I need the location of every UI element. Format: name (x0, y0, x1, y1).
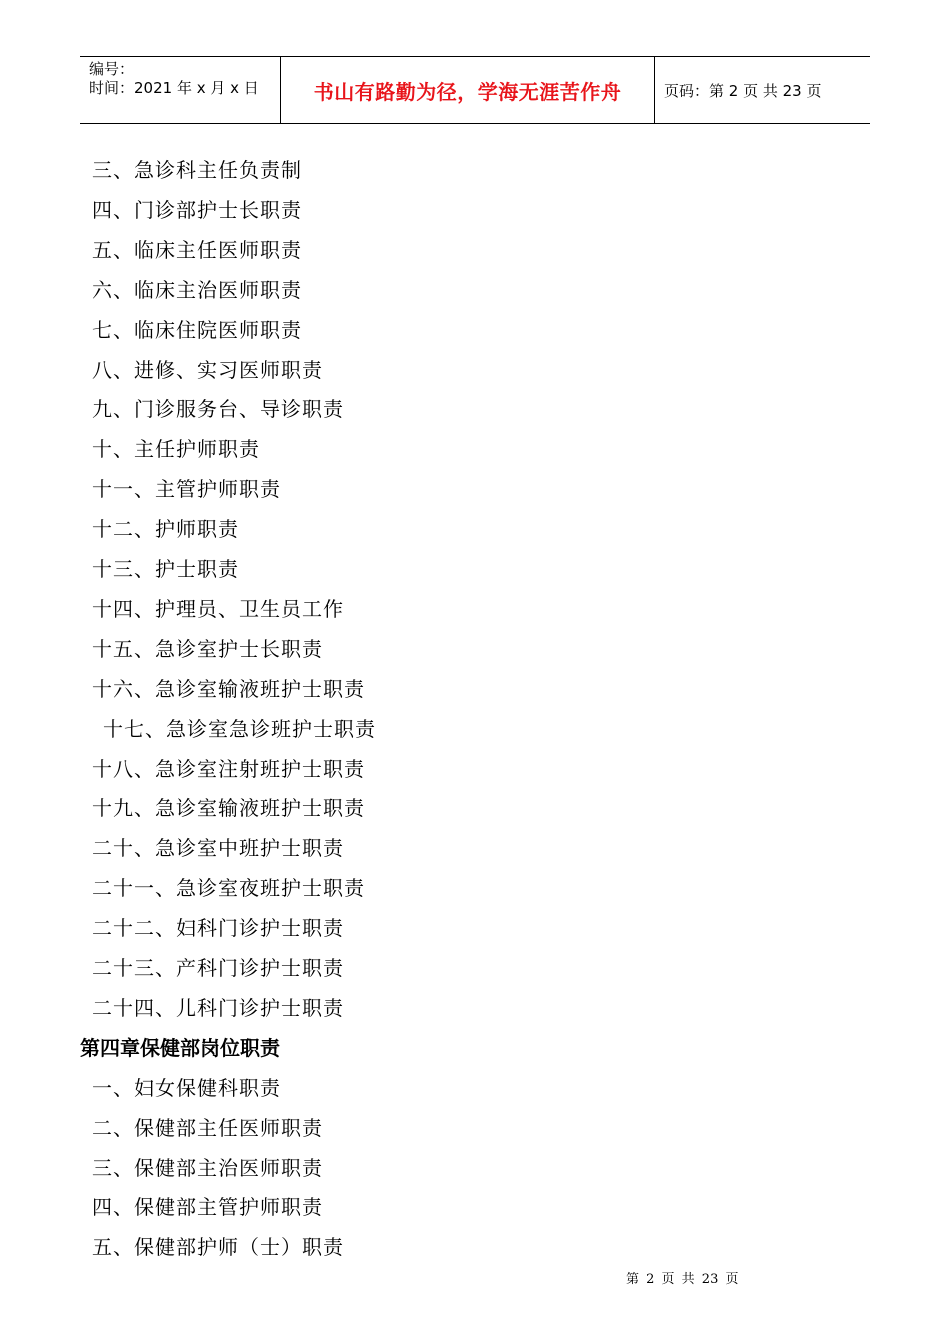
toc-item: 六、临床主治医师职责 (92, 277, 302, 302)
toc-item: 二十二、妇科门诊护士职责 (92, 916, 344, 941)
header-motto-cell (281, 57, 655, 123)
toc-item: 一、妇女保健科职责 (92, 1075, 281, 1100)
toc-item: 七、临床住院医师职责 (92, 317, 302, 342)
document-time-label: 时间：2021 年 x 月 x 日 (89, 79, 259, 97)
toc-item: 十九、急诊室输液班护士职责 (92, 796, 365, 821)
toc-item: 十四、护理员、卫生员工作 (92, 596, 344, 621)
document-number-label: 编号： (89, 60, 135, 78)
toc-item: 十八、急诊室注射班护士职责 (92, 756, 365, 781)
header-meta-cell (80, 57, 281, 123)
toc-item: 四、保健部主管护师职责 (92, 1195, 323, 1220)
toc-item: 十一、主管护师职责 (92, 477, 281, 502)
toc-item: 五、保健部护师（士）职责 (92, 1235, 344, 1260)
header-motto: 书山有路勤为径，学海无涯苦作舟 (313, 79, 622, 104)
toc-item: 十七、急诊室急诊班护士职责 (103, 716, 376, 741)
toc-item: 十、主任护师职责 (92, 437, 260, 462)
toc-item: 十三、护士职责 (92, 557, 239, 581)
toc-item: 八、进修、实习医师职责 (92, 357, 323, 382)
toc-item: 十六、急诊室输液班护士职责 (92, 676, 365, 701)
toc-item: 二十四、儿科门诊护士职责 (92, 995, 344, 1020)
toc-item: 十五、急诊室护士长职责 (92, 636, 323, 661)
toc-item: 二十三、产科门诊护士职责 (92, 956, 344, 980)
toc-item: 二十、急诊室中班护士职责 (92, 836, 344, 861)
toc-item: 十二、护师职责 (92, 517, 239, 542)
toc-item: 二十一、急诊室夜班护士职责 (92, 876, 365, 901)
toc-item: 二、保健部主任医师职责 (92, 1115, 323, 1140)
page-footer: 第 2 页 共 23 页 (626, 1272, 739, 1287)
toc-item: 三、保健部主治医师职责 (92, 1155, 323, 1180)
toc-item: 三、急诊科主任负责制 (92, 158, 302, 182)
toc-item: 五、临床主任医师职责 (92, 237, 302, 262)
toc-item: 四、门诊部护士长职责 (92, 197, 302, 222)
page-header (80, 56, 870, 124)
chapter-heading: 第四章保健部岗位职责 (80, 1035, 280, 1060)
header-page-cell (655, 57, 870, 123)
toc-item: 九、门诊服务台、导诊职责 (92, 397, 344, 422)
header-page-label: 页码：第 2 页 共 23 页 (664, 81, 822, 100)
